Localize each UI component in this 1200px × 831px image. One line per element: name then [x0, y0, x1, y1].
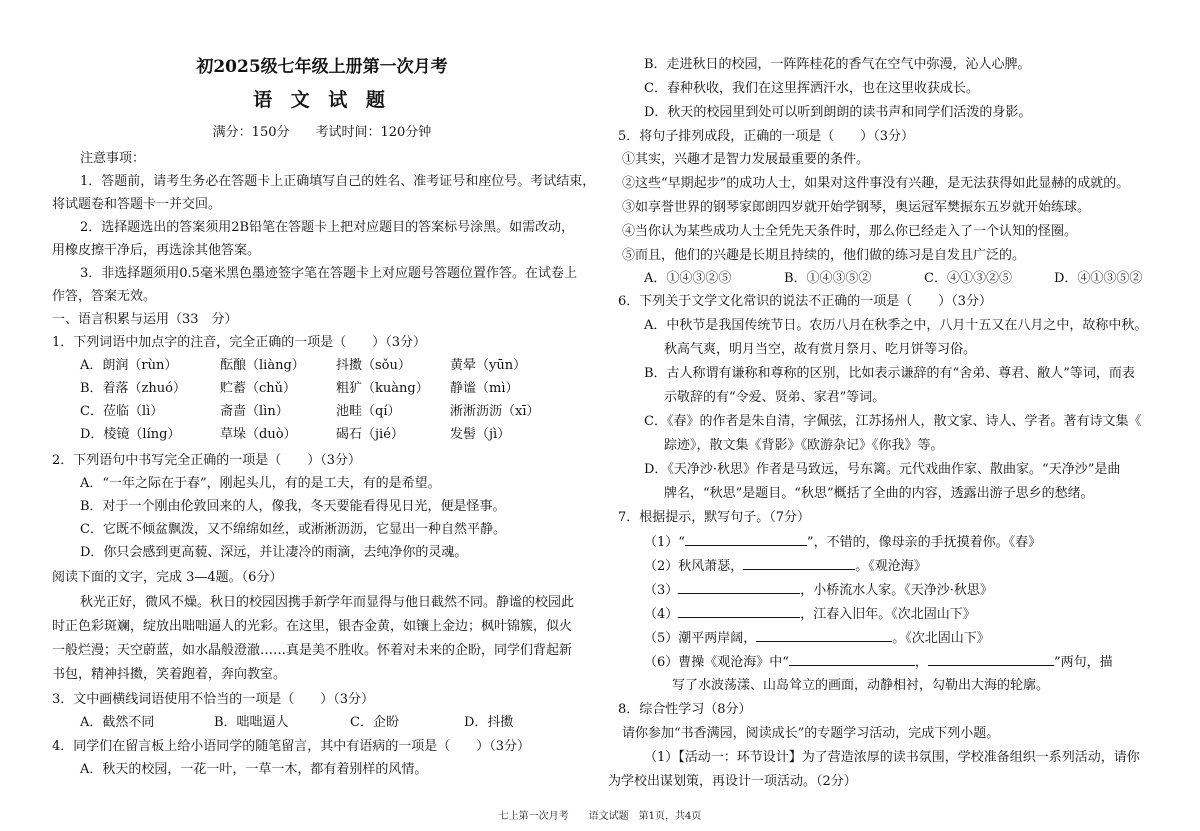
- answer-blank[interactable]: [743, 557, 855, 570]
- notice-line: 2．选择题选出的答案须用2B铅笔在答题卡上把对应题目的答案标号涂黑。如需改动，: [80, 220, 575, 235]
- option: D．④①③⑤②: [1054, 271, 1143, 286]
- option: 踪迹》，散文集《背影》《欧游杂记》《你我》等。: [664, 438, 944, 453]
- option: B．①④③⑤②: [784, 271, 872, 286]
- option: 示敬辞的有“令爱、贤弟、家君”等词。: [664, 390, 886, 405]
- exam-title: 初2025级七年级上册第一次月考: [196, 57, 448, 77]
- fill-in-line: [644, 557, 927, 576]
- passage-line: 时正色彩斑斓，绽放出咄咄逼人的光彩。在这里，银杏金黄，如镶上金边；枫叶锦簇，似火: [52, 619, 573, 634]
- sentence: ②这些“早期起步”的成功人士，如果对这件事没有兴趣，是无法获得如此显赫的成就的。: [622, 176, 1130, 191]
- passage-line: 书包，精神抖擞，笑着跑着，奔向教室。: [52, 667, 287, 682]
- option: B．着落（zhuó）: [80, 381, 186, 396]
- fill-in-line: [644, 653, 1113, 672]
- answer-blank[interactable]: [928, 653, 1054, 666]
- notice-line: 3．非选择题须用0.5毫米黑色墨迹签字笔在答题卡上对应题号答题位置作答。在试卷上: [80, 266, 577, 281]
- notice-line: 用橡皮擦干净后，再选涂其他答案。: [52, 243, 261, 258]
- question-stem: 4．同学们在留言板上给小语同学的随笔留言，其中有语病的一项是（ ）（3分）: [52, 739, 531, 754]
- option: A．截然不同: [80, 715, 155, 730]
- page-footer: 七上第一次月考 语文试题 第1页，共4页: [498, 811, 702, 822]
- passage-line: 秋光正好，微风不燥。秋日的校园因携手新学年而显得与他日截然不同。静谧的校园此: [80, 595, 575, 610]
- reading-intro: 阅读下面的文字，完成 3—4题。（6分）: [52, 570, 283, 585]
- fill-in-prefix: （3）: [644, 583, 679, 598]
- option: D．《天净沙·秋思》作者是马致远，号东篱。元代戏曲作家、散曲家。“天净沙”是曲: [644, 462, 1121, 477]
- question-stem: 2．下列语句中书写完全正确的一项是（ ）（3分）: [52, 453, 362, 468]
- sentence: ①其实，兴趣才是智力发展最重要的条件。: [622, 152, 870, 167]
- option: A．朗润（rùn）: [80, 358, 178, 373]
- question-stem: 8．综合性学习（8分）: [618, 702, 752, 717]
- fill-in-prefix: （4）: [644, 607, 679, 622]
- option: D．秋天的校园里到处可以听到朗朗的读书声和同学们活泼的身影。: [644, 105, 1032, 120]
- option: 抖擞（sǒu）: [336, 358, 411, 373]
- option: 黄晕（yūn）: [450, 358, 527, 373]
- fill-in-line: [644, 629, 990, 648]
- fill-in-suffix: 。《次北固山下》: [892, 631, 990, 646]
- option: B．走进秋日的校园，一阵阵桂花的香气在空气中弥漫，沁人心脾。: [644, 57, 1031, 72]
- fill-in-prefix: （2）秋风萧瑟，: [644, 559, 744, 574]
- passage-line: 一般烂漫；天空蔚蓝，如水晶般澄澈……真是美不胜收。怀着对未来的企盼，同学们背起新: [52, 643, 573, 658]
- option: 静谧（mì）: [450, 381, 519, 396]
- answer-blank[interactable]: [678, 581, 800, 594]
- sub-question: （1）【活动一：环节设计】为了营造浓厚的读书氛围，学校准备组织一系列活动，请你: [644, 750, 1140, 765]
- fill-in-suffix: ”两句，描: [1053, 655, 1113, 670]
- fill-in-suffix: ，小桥流水人家。《天净沙·秋思》: [800, 583, 993, 598]
- option: B．古人称谓有谦称和尊称的区别，比如表示谦辞的有“舍弟、尊君、敝人”等词，而表: [644, 366, 1135, 381]
- option: 斋啬（lìn）: [220, 404, 289, 419]
- option: 淅淅沥沥（xī）: [450, 404, 540, 419]
- question-stem: 3．文中画横线词语使用不恰当的一项是（ ）（3分）: [52, 692, 375, 707]
- answer-blank[interactable]: [756, 629, 892, 642]
- question-intro: 请你参加“书香满园，阅读成长”的专题学习活动，完成下列小题。: [622, 726, 1000, 741]
- fill-in-prefix: （6）曹操《观沧海》中“: [644, 655, 789, 670]
- notice-line: 作答，答案无效。: [52, 289, 157, 304]
- sentence: ③如享誉世界的钢琴家郎朗四岁就开始学钢琴，奥运冠军樊振东五岁就开始练球。: [622, 200, 1091, 215]
- fill-in-prefix: （1）“: [644, 535, 685, 550]
- question-stem: 1．下列词语中加点字的注音，完全正确的一项是（ ）（3分）: [52, 335, 427, 350]
- fill-in-separator: ，: [914, 655, 928, 670]
- option: A．①④③②⑤: [644, 271, 732, 286]
- fill-in-line: [644, 605, 976, 624]
- notice-title: 注意事项：: [80, 151, 146, 166]
- question-stem: 7．根据提示，默写句子。（7分）: [618, 510, 811, 525]
- option: 草垛（duò）: [220, 427, 297, 442]
- notice-line: 将试题卷和答题卡一并交回。: [52, 197, 222, 212]
- option: A．秋天的校园，一花一叶，一草一木，都有着别样的风情。: [80, 762, 428, 777]
- option: 池畦（qí）: [336, 404, 401, 419]
- fill-in-suffix: 。《观沧海》: [855, 559, 927, 574]
- option: A．中秋节是我国传统节日。农历八月在秋季之中，八月十五又在八月之中，故称中秋。: [644, 318, 1148, 333]
- fill-in-suffix: ，江春入旧年。《次北固山下》: [800, 607, 976, 622]
- subject-title: 语 文 试 题: [253, 89, 391, 111]
- option: 碣石（jié）: [336, 427, 404, 442]
- option: C．春种秋收，我们在这里挥洒汗水，也在这里收获成长。: [644, 81, 979, 96]
- option: B．对于一个刚由伦敦回来的人，像我，冬天要能看得见日光，便是怪事。: [80, 499, 506, 514]
- option: 酝酿（liàng）: [220, 358, 305, 373]
- option: A．“一年之际在于春”，刚起头儿，有的是工夫，有的是希望。: [80, 476, 441, 491]
- sentence: ④当你认为某些成功人士全凭先天条件时，那么你已经走入了一个认知的怪圈。: [622, 224, 1078, 239]
- fill-in-suffix: ”，不错的，像母亲的手抚摸着你。《春》: [806, 535, 1042, 550]
- sub-question: 为学校出谋划策，再设计一项活动。（2分）: [608, 774, 857, 789]
- question-stem: 5．将句子排列成段，正确的一项是（ ）（3分）: [618, 129, 915, 144]
- fill-in-prefix: （5）潮平两岸阔，: [644, 631, 757, 646]
- fill-in-continuation: 写了水波荡漾、山岛耸立的画面，动静相衬，勾勒出大海的轮廓。: [672, 678, 1050, 693]
- question-stem: 6．下列关于文学文化常识的说法不正确的一项是（ ）（3分）: [618, 294, 993, 309]
- option: 贮蓄（chǔ）: [220, 381, 297, 396]
- option: D．抖擞: [464, 715, 514, 730]
- option: C．它既不倾盆飘泼，又不绵绵如丝，或淅淅沥沥，它显出一种自然平静。: [80, 522, 506, 537]
- answer-blank[interactable]: [685, 533, 807, 546]
- section-heading: 一、语言积累与运用（33 分）: [52, 312, 238, 327]
- option: 发髻（jì）: [450, 427, 511, 442]
- answer-blank[interactable]: [678, 605, 800, 618]
- exam-meta: 满分：150分 考试时间：120分钟: [212, 125, 432, 140]
- option: 粗犷（kuàng）: [336, 381, 429, 396]
- fill-in-line: [644, 533, 1041, 552]
- option: C．企盼: [350, 715, 399, 730]
- option: D．棱镜（líng）: [80, 427, 181, 442]
- fill-in-line: [644, 581, 993, 600]
- option: C．④①③②⑤: [924, 271, 1012, 286]
- option: 牌名，“秋思”是题目。“秋思”概括了全曲的内容，透露出游子思乡的愁绪。: [664, 486, 1094, 501]
- option: C．莅临（lì）: [80, 404, 164, 419]
- sentence: ⑤而且，他们的兴趣是长期且持续的，他们做的练习是自发且广泛的。: [622, 248, 1026, 263]
- notice-line: 1．答题前，请考生务必在答题卡上正确填写自己的姓名、准考证号和座位号。考试结束，: [80, 174, 596, 189]
- option: D．你只会感到更高藐、深远，并让凄冷的雨滴，去纯净你的灵魂。: [80, 545, 468, 560]
- answer-blank[interactable]: [789, 653, 915, 666]
- option: B．咄咄逼人: [214, 715, 289, 730]
- option: 秋高气爽，明月当空，故有赏月祭月、吃月饼等习俗。: [664, 342, 977, 357]
- option: C．《春》的作者是朱自清，字佩弦，江苏扬州人，散文家、诗人、学者。著有诗文集《: [644, 414, 1142, 429]
